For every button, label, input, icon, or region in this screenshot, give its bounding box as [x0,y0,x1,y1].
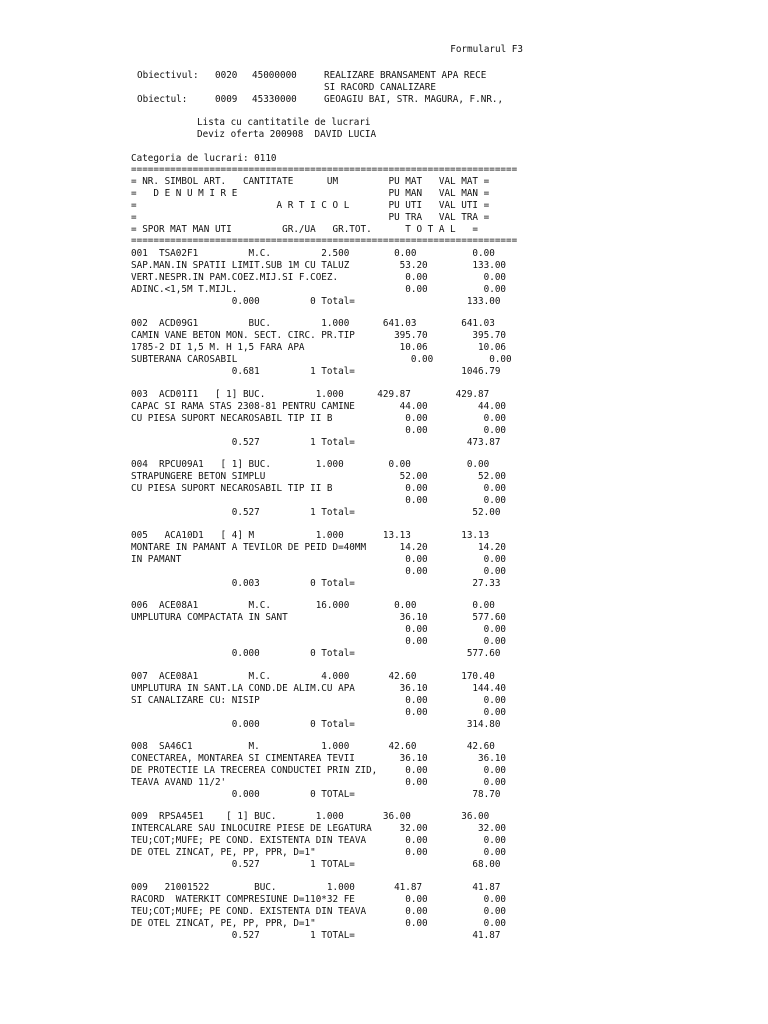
item-desc: DE OTEL ZINCAT, PE, PP, PPR, D=1" 0.00 0.00 [131,918,507,929]
obiectiv-desc-2: SI RACORD CANALIZARE [324,82,436,93]
obiectiv-label: Obiectivul: [137,70,199,81]
item-head: 009 RPSA45E1 [ 1] BUC. 1.000 36.00 36.00 [131,811,490,822]
item-desc: TEU;COT;MUFE; PE COND. EXISTENTA DIN TEAVA 0.00 0.00 [131,906,507,917]
item-total: 0.000 0 Total= 314.80 [131,719,501,730]
form-label: Formularul F3 [450,44,523,55]
item-total: 0.527 1 Total= 473.87 [131,437,501,448]
item-desc: CU PIESA SUPORT NECAROSABIL TIP II B 0.00 0.00 [131,483,507,494]
obiectiv-desc-1: REALIZARE BRANSAMENT APA RECE [324,70,487,81]
item-desc: TEAVA AVAND 11/2' 0.00 0.00 [131,777,507,788]
item-desc: SUBTERANA CAROSABIL 0.00 0.00 [131,354,512,365]
item-total: 0.000 0 Total= 577.60 [131,648,501,659]
item-desc: UMPLUTURA IN SANT.LA COND.DE ALIM.CU APA 36.10 144.40 [131,683,507,694]
item-desc: MONTARE IN PAMANT A TEVILOR DE PEID D=40MM 14.20 14.20 [131,542,507,553]
item-desc: CONECTAREA, MONTAREA SI CIMENTAREA TEVII 36.10 36.10 [131,753,507,764]
item-desc: CU PIESA SUPORT NECAROSABIL TIP II B 0.00 0.00 [131,413,507,424]
item-desc: CAPAC SI RAMA STAS 2308-81 PENTRU CAMINE 44.00 44.00 [131,401,507,412]
obiectiv-code: 0020 [215,70,238,81]
header-row: = SPOR MAT MAN UTI GR./UA GR.TOT. T O T A L = [131,224,479,235]
item-total: 0.000 0 TOTAL= 78.70 [131,789,501,800]
item-head: 002 ACD09G1 BUC. 1.000 641.03 641.03 [131,318,495,329]
item-desc: DE OTEL ZINCAT, PE, PP, PPR, D=1" 0.00 0.00 [131,847,507,858]
obiect-label: Obiectul: [137,94,188,105]
doc-title: Lista cu cantitatile de lucrari [197,117,371,128]
item-head: 006 ACE08A1 M.C. 16.000 0.00 0.00 [131,600,495,611]
header-rule-top: ===================================================================== [131,164,518,175]
item-desc: IN PAMANT 0.00 0.00 [131,554,507,565]
item-desc: VERT.NESPR.IN PAM.COEZ.MIJ.SI F.COEZ. 0.00 0.00 [131,272,507,283]
obiect-code: 0009 [215,94,238,105]
item-total: 0.003 0 Total= 27.33 [131,578,501,589]
item-desc: TEU;COT;MUFE; PE COND. EXISTENTA DIN TEAVA 0.00 0.00 [131,835,507,846]
item-desc: 0.00 0.00 [131,425,507,436]
item-total: 0.527 1 Total= 52.00 [131,507,501,518]
item-desc: INTERCALARE SAU INLOCUIRE PIESE DE LEGATURA 32.00 32.00 [131,823,507,834]
item-desc: SAP.MAN.IN SPATII LIMIT.SUB 1M CU TALUZ 53.20 133.00 [131,260,507,271]
doc-subtitle: Deviz oferta 200908 DAVID LUCIA [197,129,377,140]
item-head: 007 ACE08A1 M.C. 4.000 42.60 170.40 [131,671,495,682]
item-desc: 0.00 0.00 [131,636,507,647]
item-total: 0.000 0 Total= 133.00 [131,296,501,307]
header-row: = A R T I C O L PU UTI VAL UTI = [131,200,490,211]
header-row: = PU TRA VAL TRA = [131,212,490,223]
obiect-desc: GEOAGIU BAI, STR. MAGURA, F.NR., [324,94,504,105]
header-row: = D E N U M I R E PU MAN VAL MAN = [131,188,490,199]
item-desc: DE PROTECTIE LA TRECEREA CONDUCTEI PRIN ZID, 0.00 0.00 [131,765,507,776]
header-row: = NR. SIMBOL ART. CANTITATE UM PU MAT VAL MAT = [131,176,490,187]
item-head: 001 TSA02F1 M.C. 2.500 0.00 0.00 [131,248,495,259]
item-desc: 0.00 0.00 [131,495,507,506]
item-desc: CAMIN VANE BETON MON. SECT. CIRC. PR.TIP 395.70 395.70 [131,330,507,341]
item-total: 0.681 1 Total= 1046.79 [131,366,501,377]
item-head: 003 ACD01I1 [ 1] BUC. 1.000 429.87 429.87 [131,389,490,400]
obiect-cod2: 45330000 [252,94,297,105]
item-head: 009 21001522 BUC. 1.000 41.87 41.87 [131,882,501,893]
item-desc: SI CANALIZARE CU: NISIP 0.00 0.00 [131,695,507,706]
item-desc: 1785-2 DI 1,5 M. H 1,5 FARA APA 10.06 10.06 [131,342,507,353]
item-desc: ADINC.<1,5M T.MIJL. 0.00 0.00 [131,284,507,295]
item-desc: 0.00 0.00 [131,566,507,577]
category-label: Categoria de lucrari: 0110 [131,153,277,164]
item-desc: RACORD WATERKIT COMPRESIUNE D=110*32 FE 0.00 0.00 [131,894,507,905]
item-desc: UMPLUTURA COMPACTATA IN SANT 36.10 577.60 [131,612,507,623]
item-desc: 0.00 0.00 [131,624,507,635]
item-total: 0.527 1 TOTAL= 68.00 [131,859,501,870]
item-desc: STRAPUNGERE BETON SIMPLU 52.00 52.00 [131,471,507,482]
header-rule-bottom: ===================================================================== [131,235,518,246]
item-desc: 0.00 0.00 [131,707,507,718]
item-head: 008 SA46C1 M. 1.000 42.60 42.60 [131,741,495,752]
item-total: 0.527 1 TOTAL= 41.87 [131,930,501,941]
item-head: 005 ACA10D1 [ 4] M 1.000 13.13 13.13 [131,530,490,541]
item-head: 004 RPCU09A1 [ 1] BUC. 1.000 0.00 0.00 [131,459,490,470]
obiectiv-cod2: 45000000 [252,70,297,81]
